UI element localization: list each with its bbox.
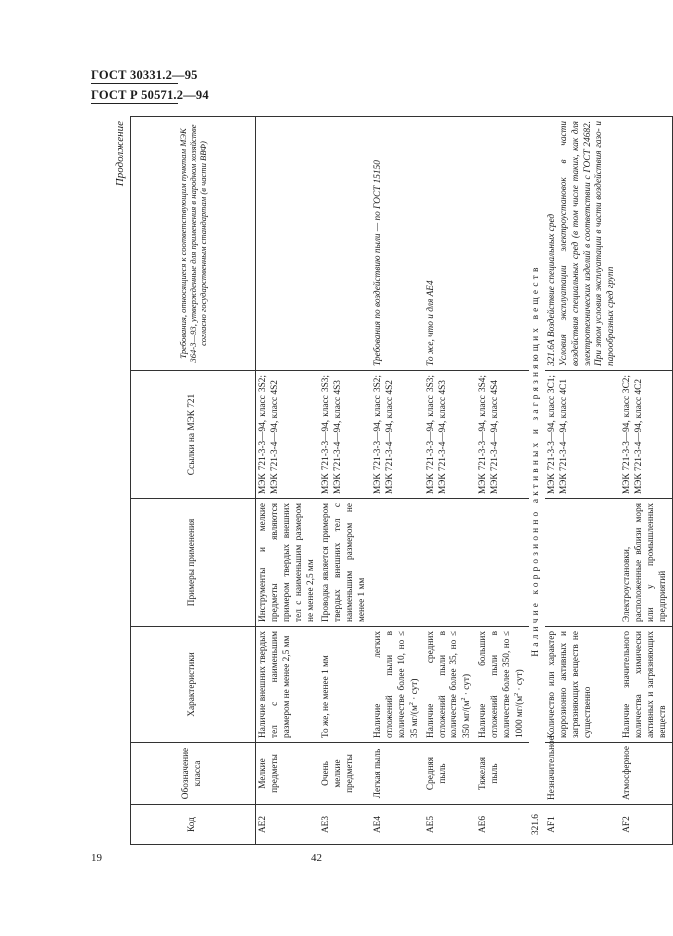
cell-class: Легкая пыль (371, 743, 424, 805)
cell-requirements: Требования по воздействию пыли — по ГОСТ 15150 (371, 117, 424, 371)
cell-characteristics: Наличие внешних твердых тел с наименьшим размером не менее 2,5 мм (256, 627, 320, 743)
cell-examples (371, 499, 424, 627)
cell-iec: МЭК 721-3-3—94, класс 3S2; МЭК 721-3-4—94, класс 4S2 (256, 371, 320, 499)
cell-iec: МЭК 721-3-3—94, класс 3S3; МЭК 721-3-4—94, класс 4S3 (319, 371, 371, 499)
cell-requirements (319, 117, 371, 371)
cell-class: Незначительное (545, 743, 620, 805)
cell-iec: МЭК 721-3-3—94, класс 3S2; МЭК 721-3-4—94, класс 4S2 (371, 371, 424, 499)
cell-code: AF1 (545, 805, 620, 845)
classification-table (130, 116, 673, 845)
char-text: Наличие больших отложений пыли в количестве более 350, но ≤ 1000 мг/(м (478, 631, 526, 738)
cell-requirements: 321.6А Воздействие специальных сред Условия эксплуатации электроустановок в части воздействия специальных сред (в том числе таких, как для электротехнических изделий в соответствии с ГОСТ 24682. При этом условия эксплуатации в части воздействия газо- и парообразных сред групп (545, 117, 620, 371)
cell-requirements (476, 117, 529, 371)
col-header-class: Обозначение класса (131, 743, 256, 805)
cell-class: Средняя пыль (424, 743, 477, 805)
table-row (620, 117, 672, 845)
col-header-examples: Примеры применения (131, 499, 256, 627)
section-title: Наличие коррозионно активных и загрязняющих веществ (529, 117, 545, 805)
cell-iec: МЭК 721-3-3—94, класс 3C2; МЭК 721-3-4—94, класс 4C2 (620, 371, 672, 499)
table-row (371, 117, 424, 845)
standard-number-2: ГОСТ Р 50571.2—94 (91, 88, 209, 102)
cell-characteristics (371, 627, 424, 743)
cell-code: AF2 (620, 805, 672, 845)
char-text: Наличие средних отложений пыли в количестве более 35, но ≤ 350 мг/(м (425, 631, 473, 738)
cell-code: AE2 (256, 805, 320, 845)
cell-iec: МЭК 721-3-3—94, класс 3S4; МЭК 721-3-4—94, класс 4S4 (476, 371, 529, 499)
cell-iec: МЭК 721-3-3—94, класс 3C1; МЭК 721-3-4—94, класс 4C1 (545, 371, 620, 499)
cell-class: Очень мелкие предметы (319, 743, 371, 805)
cell-examples (424, 499, 477, 627)
cell-characteristics: Количество или характер коррозионно активных и загрязняющих веществ не существенно (545, 627, 620, 743)
cell-class: Атмосферное (620, 743, 672, 805)
section-row (529, 117, 545, 845)
cell-class: Тяжелая пыль (476, 743, 529, 805)
cell-characteristics (476, 627, 529, 743)
cell-requirements (256, 117, 320, 371)
char-text-end: · сут) (515, 669, 526, 693)
header-rule-2 (91, 103, 178, 104)
cell-examples: Инструменты и мелкие предметы являются примером твердых внешних тел с наименьшим размером не менее 2,5 мм (256, 499, 320, 627)
cell-code: AE4 (371, 805, 424, 845)
cell-class: Мелкие предметы (256, 743, 320, 805)
superscript: 2 (461, 697, 468, 701)
page-number-left: 19 (91, 852, 102, 864)
cell-examples (545, 499, 620, 627)
char-text: Наличие легких отложений пыли в количестве более 10, но ≤ 35 мг/(м (373, 631, 420, 738)
char-text-end: · сут) (409, 678, 420, 703)
cell-examples: Проводка является примером твердых внешних тел с наименьшим размером не менее 1 мм (319, 499, 371, 627)
rotated-table-page (110, 117, 668, 845)
section-number: 321.6 (529, 805, 545, 845)
table-header-row (131, 117, 256, 845)
char-text-end: · сут) (462, 673, 473, 698)
table-row (319, 117, 371, 845)
table-row (545, 117, 620, 845)
col-header-characteristics: Характеристики (131, 627, 256, 743)
cell-examples (476, 499, 529, 627)
cell-characteristics: Наличие значительного количества химически активных и загрязняющих веществ (620, 627, 672, 743)
cell-code: AE3 (319, 805, 371, 845)
superscript: 2 (408, 702, 415, 706)
cell-iec: МЭК 721-3-3—94, класс 3S3; МЭК 721-3-4—94, класс 4S3 (424, 371, 477, 499)
table-row (424, 117, 477, 845)
continuation-label: Продолжение (114, 121, 126, 187)
cell-requirements: То же, что и для AE4 (424, 117, 477, 371)
superscript: 2 (514, 692, 520, 696)
standard-number-1: ГОСТ 30331.2—95 (91, 68, 198, 82)
page-number-center: 42 (311, 852, 322, 864)
table-row (256, 117, 320, 845)
cell-examples: Электроустановки, расположенные вблизи моря или у промышленных предприятий (620, 499, 672, 627)
table-row (476, 117, 529, 845)
col-header-requirements: Требования, относящиеся к соответствующим пунктам МЭК 364-3—93, утвержденные для применения в народном хозяйстве согласно государственным стандартам (в части ВВФ) (131, 117, 256, 371)
col-header-code: Код (131, 805, 256, 845)
cell-requirements (620, 117, 672, 371)
col-header-iec: Ссылки на МЭК 721 (131, 371, 256, 499)
header-rule-1 (91, 83, 178, 84)
cell-characteristics (424, 627, 477, 743)
cell-code: AE5 (424, 805, 477, 845)
cell-characteristics: То же, не менее 1 мм (319, 627, 371, 743)
cell-code: AE6 (476, 805, 529, 845)
